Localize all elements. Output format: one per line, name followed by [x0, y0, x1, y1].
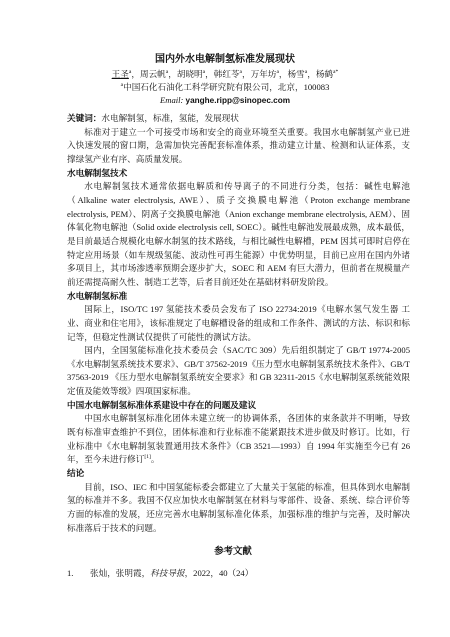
author [288, 69, 308, 79]
author [251, 69, 279, 79]
reference-journal: 科技导报 [150, 567, 185, 578]
citation-marker: [1] [144, 454, 151, 461]
affiliation-mark: a [239, 69, 243, 76]
section-heading: 中国水电解制氢标准体系建设中存在的问题及建议 [67, 399, 257, 410]
affiliation-mark: a [304, 69, 308, 76]
references [67, 546, 410, 581]
affiliation-mark: a [276, 69, 279, 76]
section-heading: 水电解制氢技术 [67, 167, 128, 178]
affiliation-mark: a [165, 69, 169, 76]
author-name: 王圣 [111, 69, 129, 79]
section-issues [67, 399, 410, 467]
keywords [67, 112, 410, 126]
section-standards [67, 290, 410, 399]
author-separator: ， [205, 69, 214, 79]
intro-paragraph: 标准对于建立一个可接受市场和安全的商业环境至关重要。我国水电解制氢产业已进入快速发展的窗口期，急需加快完善配套标准体系，推动建立计量、检测和认证体系，支撑绿氢产业有序、高质量发展。 [67, 126, 410, 164]
section-technology [67, 167, 410, 290]
body-paragraph: 国内，全国氢能标准化技术委员会（SAC/TC 309）先后组织制定了 GB/T 19774-2005《水电解制氢系统技术要求》、GB/T 37562-2019《压力型水电解制氢系统技术条件》、GB/T 37563-2019 《压力型水电解制氢系统安全要求》和 GB 32311-2015《水电解制氢系统能效限定值及能效等级》四项国家标准。 [67, 345, 410, 397]
section-heading: 水电解制氢标准 [67, 290, 128, 301]
paragraph-text: 中国水电解制氢标准化团体未建立统一的协调体系，各团体的束条款并不明晰，导致既有标准审查维护不到位，团体标准和行业标准不能紧跟技术进步做及时修订。比如，行业标准中《水电解制氢装置通用技术条件》（CB 3521—1993）自 1994 年实施至今已有 26 年，至今未进行修订 [67, 413, 410, 465]
author-separator: ， [278, 69, 288, 79]
reference-authors: 张灿，张明霞， [90, 567, 151, 578]
affiliation-mark: a* [333, 69, 339, 76]
reference-item [67, 567, 410, 581]
author [112, 69, 132, 79]
author-name: 胡晓明 [176, 69, 203, 79]
author [316, 69, 338, 79]
author [214, 69, 242, 79]
affiliation-mark: a [128, 69, 132, 76]
body-paragraph: 目前，ISO、IEC 和中国氢能标委会都建立了大量关于氢能的标准，但具体到水电解制氢的标准并不多。我国不仅应加快水电解制氢在材料与零部件、设备、系统、综合评价等方面的标准的发展，还应完善水电解制氢标准化体系，加强标准的维护与完善，及时解决标准落后于技术的问题。 [67, 481, 410, 533]
affiliation-mark: a [120, 82, 124, 89]
paper-header [40, 53, 410, 107]
email-address: yanghe.ripp@sinopec.com [185, 96, 290, 105]
email-label: Email: [160, 95, 184, 105]
author-name: 万年坊 [250, 69, 277, 79]
author-list [40, 67, 410, 81]
reference-details: ，2022，40（24） [184, 567, 254, 578]
body-paragraph [67, 412, 410, 467]
author-name: 周云帆 [139, 69, 166, 79]
author-separator: ， [168, 69, 177, 79]
author-name: 韩红苓 [213, 69, 240, 79]
body-paragraph: 国际上，ISO/TC 197 氢能技术委员会发布了 ISO 22734:2019《电解水氢气发生器 工业、商业和住宅用》，该标准规定了电解槽设备的组成和工作条件、测试的方法、标识和标记等，但稳定性测试仅提供了可能性的测试方法。 [67, 304, 410, 342]
section-conclusion [67, 467, 410, 535]
affiliation-text: 中国石化石油化工科学研究院有限公司，北京，100083 [123, 82, 330, 92]
paper-body [67, 112, 410, 580]
contact-email [40, 94, 410, 107]
author-name: 杨雪 [287, 69, 305, 79]
author-separator: ， [131, 69, 140, 79]
reference-number: 1. [67, 567, 74, 578]
author-separator: ， [242, 69, 251, 79]
author-name: 杨鹤 [315, 69, 334, 79]
paper-title: 国内外水电解制氢标准发展现状 [155, 54, 295, 65]
affiliation-mark: a [202, 69, 206, 76]
references-heading: 参考文献 [214, 546, 252, 557]
author [177, 69, 205, 79]
body-paragraph: 水电解制氢技术通常依据电解质和传导离子的不同进行分类，包括：碱性电解池（Alkaline water electrolysis, AWE）、质子交换膜电解池（Proton exchange membrane electrolysis, PEM）、阴离子交换膜电解池（Anion exchange membrane electrolysis, AEM）、固体氧化物电解池（Solid oxide electrolysis cell, SOEC）。碱性电解池发展最成熟，成本最低，是目前最适合规模化电解水制氢的技术路线，与相比碱性电解槽，PEM 因其可即时启停在特定应用场景（如车规级氢能、波动性可再生能源）中优势明显，目前已应用在国内外诸多项目上，其市场渗透率预期会逐步扩大，SOEC 和 AEM 有巨大潜力，但前者在规模量产前还需提高耐久性、制造工艺等，后者目前还处在基础材料研发阶段。 [67, 181, 410, 287]
author [140, 69, 168, 79]
paragraph-tail: 。 [150, 454, 160, 465]
keywords-text: 水电解制氢，标准，氢能，发展现状 [101, 113, 239, 123]
keywords-label: 关键词： [67, 113, 102, 123]
section-heading: 结论 [67, 468, 85, 479]
author-separator: ， [307, 69, 316, 79]
affiliation [40, 81, 410, 94]
